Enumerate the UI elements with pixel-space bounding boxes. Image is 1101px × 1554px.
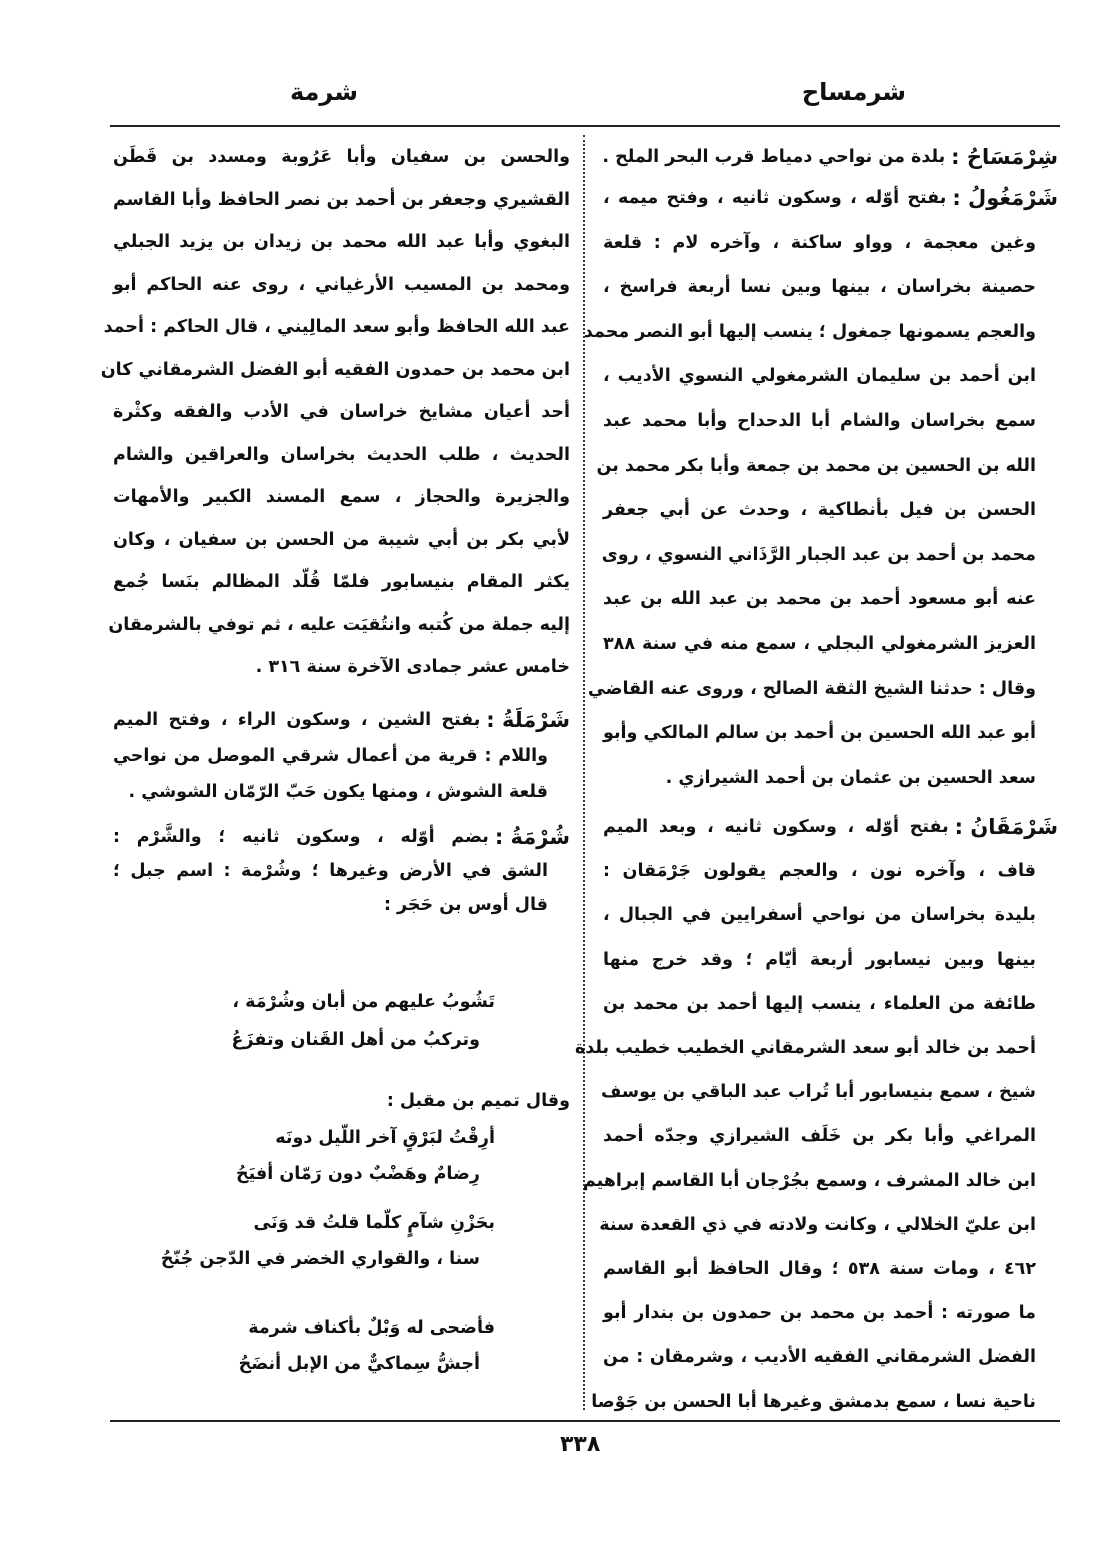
verse-line: تَشُوبُ عليهم من أبان وشُرْمَة ، [232,992,495,1012]
verse-tamim-3 [113,1310,570,1382]
page-number: ٣٣٨ [560,1432,601,1457]
text-line: عنه أبو مسعود أحمد بن محمد بن عبد الله بن عبد [603,589,1036,610]
text-line: بليدة بخراسان من نواحي أسفرايين في الجبال ، [603,905,1036,926]
text-line: ابن محمد بن حمدون الفقيه أبو الفضل الشرمقاني كان [100,359,570,380]
text-line: لأبي بكر بن أبي شيبة من الحسن بن سفيان ، وكان [113,529,570,550]
text-line: شيخ ، سمع بنيسابور أبا تُراب عبد الباقي بن يوسف [601,1082,1036,1103]
entry-sharmaqan [574,805,1058,1424]
verse-line: رِضامٌ وهَضْبٌ دون رَمّان أفيَحُ [236,1164,480,1184]
entry-sharmala [113,702,570,810]
verse-aws [113,983,570,1059]
text-line: قال أوس بن حَجَر : [383,895,548,915]
text-line: ابن عليّ الخلالي ، وكانت ولادته في ذي القعدة سنة [599,1214,1036,1235]
text-line: واللام : قرية من أعمال شرقي الموصل من نواحي [113,746,548,766]
text-line: أبو عبد الله الحسين بن أحمد بن سالم المالكي وأبو [603,723,1036,744]
text-line [603,138,1058,176]
text-line: قاف ، وآخره نون ، والعجم يقولون جَرْمَقان : [603,861,1036,882]
text-line: ومحمد بن المسيب الأرغياني ، روى عنه الحاكم أبو [113,274,570,295]
text-line [603,805,1058,849]
entry-headword: شُرْمَةُ : [494,825,570,849]
tamim-intro [113,1083,570,1119]
text-line: بينها وبين نيسابور أربعة أيّام ؛ وقد خرج منها [603,949,1036,970]
entry-headword: شَرْمَغُولُ : [952,186,1058,210]
running-header-right: شرمساح [801,78,906,106]
text-line: الله بن الحسين بن محمد بن جمعة وأبا بكر محمد بن [596,455,1036,476]
text-line [113,702,570,738]
text-line: وقال تميم بن مقبل : [386,1091,570,1111]
text-line: المراغي وأبا بكر بن خَلَف الشيرازي وجدّه أحمد [603,1126,1036,1147]
text-line: ناحية نسا ، سمع بدمشق وغيرها أبا الحسن بن جَوْصا [591,1391,1036,1412]
entry-text: بلدة من نواحي دمياط قرب البحر الملح . [602,147,946,167]
text-line: محمد بن أحمد بن عبد الجبار الرَّذَاني النسوي ، روى [601,544,1036,565]
text-line: سمع بخراسان والشام أبا الدحداح وأبا محمد عبد [603,410,1036,431]
text-line: حصينة بخراسان ، بينها وبين نسا أربعة فراسخ ، [603,277,1036,298]
text-line [603,176,1058,221]
text-line: عبد الله الحافظ وأبو سعد المالِيني ، قال الحاكم : أحمد [103,317,570,337]
entry-text: بضم أوّله ، وسكون ثانيه ؛ والشَّرْم : [113,827,489,847]
header-rule [110,125,1060,127]
text-line [113,820,570,854]
text-line: أحمد بن خالد أبو سعد الشرمقاني الخطيب خطيب بلدة [574,1038,1036,1059]
text-line: البغوي وأبا عبد الله محمد بن زيدان بن يزيد الجبلي [113,232,570,252]
text-line: ابن خالد المشرف ، وسمع بجُرْجان أبا القاسم إبراهيم [582,1170,1036,1191]
text-line: الحسن بن فيل بأنطاكية ، وحدث عن أبي جعفر [603,500,1036,521]
text-line: طائفة من العلماء ، ينسب إليها أحمد بن محمد بن [603,993,1036,1014]
verse-line: فأضحى له وَبْلٌ بأكناف شرمة [248,1318,495,1338]
entry-headword: شَرْمَلَةُ : [486,708,570,732]
verse-line: بحَزْنِ شآمٍ كلّما قلتُ قد وَنَى [253,1213,495,1233]
entry-sharmaghul [583,176,1058,800]
text-line: الحديث ، طلب الحديث بخراسان والعراقين والشام [113,444,570,465]
text-line: ٤٦٢ ، ومات سنة ٥٣٨ ؛ وقال الحافظ أبو القاسم [603,1259,1036,1280]
text-line: وغين معجمة ، وواو ساكنة ، وآخره لام : قلعة [603,232,1036,253]
entry-continuation [100,136,570,689]
text-line: والحسن بن سفيان وأبا عَرُوبة ومسدد بن قَطَن [113,147,570,167]
verse-line: أرِقْتُ لبَرْقٍ آخر اللّيل دونَه [275,1128,495,1148]
verse-line: سنا ، والقواري الخضر في الدّجن جُنّحُ [160,1249,480,1269]
entry-headword: شَرْمَقَانُ : [954,815,1058,839]
entry-text: بفتح أوّله ، وسكون ثانيه ، وبعد الميم [603,817,949,837]
text-line: سعد الحسين بن عثمان بن أحمد الشيرازي . [665,767,1036,788]
text-line: القشيري وجعفر بن أحمد بن نصر الحافظ وأبا القاسم [112,189,570,210]
verse-tamim-1 [113,1120,570,1192]
running-header-left: شرمة [290,78,358,106]
text-line: وقال : حدثنا الشيخ الثقة الصالح ، وروى عنه القاضي [587,678,1036,699]
text-line: الشق في الأرض وغيرها ؛ وشُرْمة : اسم جبل ؛ [113,861,548,881]
text-line: والعجم يسمونها جمغول ؛ ينسب إليها أبو النصر محمد [583,321,1036,342]
text-line: ما صورته : أحمد بن محمد بن حمدون بن بندار أبو [603,1303,1036,1324]
entry-text: بفتح أوّله ، وسكون ثانيه ، وفتح ميمه ، [603,188,947,208]
verse-line: أجشُّ سِماكيٌّ من الإبل أنضَحُ [238,1354,480,1374]
text-line: أحد أعيان مشايخ خراسان في الأدب والفقه وكثْرة [113,402,570,422]
text-line: والجزيرة والحجاز ، سمع المسند الكبير والأمهات [113,487,570,507]
verse-line: وتركبُ من أهل القَنان وتفزَعُ [231,1030,480,1050]
text-line: ابن أحمد بن سليمان الشرمغولي النسوي الأديب ، [603,366,1036,387]
verse-tamim-2 [113,1205,570,1277]
text-line: خامس عشر جمادى الآخرة سنة ٣١٦ . [255,657,570,677]
text-line: إليه جملة من كُتبه وانتُقيَت عليه ، ثم توفي بالشرمقان [108,614,570,635]
entry-shirmasah [603,138,1058,176]
text-line: يكثر المقام بنيسابور فلمّا قُلّد المظالم بنَسا جُمع [113,572,570,592]
text-line: الفضل الشرمقاني الفقيه الأديب ، وشرمقان : من [603,1347,1036,1368]
entry-headword: شِرْمَسَاحُ : [951,145,1058,169]
entry-text: بفتح الشين ، وسكون الراء ، وفتح الميم [113,710,481,730]
entry-shurma [113,820,570,922]
text-line: قلعة الشوش ، ومنها يكون حَبّ الرّمّان الشوشي . [128,782,548,802]
text-line: العزيز الشرمغولي البجلي ، سمع منه في سنة ٣٨٨ [603,633,1036,654]
